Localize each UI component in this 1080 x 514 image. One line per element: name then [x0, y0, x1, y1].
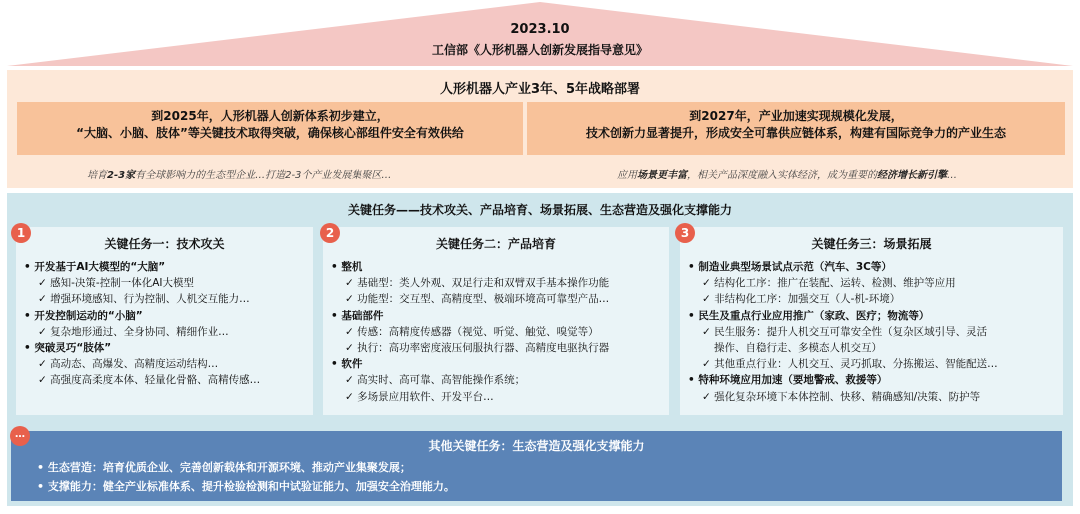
- task-column-2: [323, 227, 669, 415]
- goal-2025-box: [17, 102, 523, 155]
- goal-2027-line2: 技术创新力显著提升，形成安全可靠供应链体系，构建有国际竞争力的产业生态: [585, 126, 1006, 140]
- task-heading-item: • 软件: [331, 358, 363, 371]
- note-2027-pre: 应用: [617, 170, 637, 181]
- task-2-badge: 2: [320, 223, 340, 243]
- goal-2027-line1: 到2027年，产业加速实现规模化发展，: [689, 109, 903, 123]
- task-3-title: 关键任务三：场景拓展: [811, 237, 932, 251]
- task-sub-item: ✓ 复杂地形通过、全身协同、精细作业…: [38, 325, 229, 338]
- strategy-title: 人形机器人产业3年、5年战略部署: [439, 82, 641, 97]
- policy-date: 2023.10: [510, 22, 570, 37]
- other-tasks-line-1: • 生态营造：培育优质企业、完善创新载体和开源环境、推动产业集聚发展；: [37, 461, 411, 474]
- task-sub-item: ✓ 结构化工序：推广在装配、运转、检测、维护等应用: [702, 277, 956, 290]
- note-2025-bold: 2-3家: [107, 170, 136, 181]
- other-tasks-title: 其他关键任务：生态营造及强化支撑能力: [428, 439, 645, 453]
- note-2027-bold1: 场景更丰富: [637, 170, 687, 181]
- other-tasks-panel: [11, 431, 1062, 501]
- task-sub-item: ✓ 传感：高精度传感器（视觉、听觉、触觉、嗅觉等）: [345, 325, 599, 338]
- task-heading-item: • 整机: [331, 261, 363, 273]
- task-heading-item: • 开发基于AI大模型的“大脑”: [24, 261, 166, 273]
- task-heading-item: • 制造业典型场景试点示范（汽车、3C等）: [688, 261, 892, 273]
- task-sub-item: ✓ 强化复杂环境下本体控制、快移、精确感知/决策、防护等: [702, 390, 981, 403]
- task-2-title: 关键任务二：产品培育: [435, 237, 556, 251]
- strategy-band: [7, 70, 1073, 188]
- other-tasks-badge: …: [10, 426, 30, 446]
- task-sub-item: ✓ 非结构化工序：加强交互（人-机-环境）: [702, 293, 901, 306]
- task-3-lines: [688, 259, 1057, 405]
- note-2027-mid: ，相关产品深度融入实体经济，成为重要的: [687, 170, 877, 181]
- task-sub-item: ✓ 增强环境感知、行为控制、人机交互能力…: [38, 293, 250, 306]
- tasks-band: [7, 193, 1073, 506]
- goal-2025-line2: “大脑、小脑、肢体”等关键技术取得突破，确保核心部组件安全有效供给: [76, 126, 464, 140]
- task-sub-item: ✓ 其他重点行业：人机交互、灵巧抓取、分拣搬运、智能配送…: [702, 358, 998, 371]
- note-2025-pre: 培育: [87, 170, 107, 181]
- note-2027-post: …: [947, 170, 957, 181]
- task-heading-item: • 突破灵巧“肢体”: [24, 342, 112, 355]
- goal-2025-line1: 到2025年，人形机器人创新体系初步建立，: [151, 109, 389, 123]
- task-column-3: [680, 227, 1063, 415]
- task-1-title: 关键任务一：技术攻关: [104, 237, 225, 251]
- note-2027: [617, 166, 957, 181]
- task-column-1: [16, 227, 313, 415]
- task-sub-item: ✓ 功能型：交互型、高精度型、极端环境高可靠型产品…: [345, 293, 610, 306]
- task-heading-item: • 基础部件: [331, 309, 384, 322]
- note-2027-bold2: 经济增长新引擎: [877, 170, 947, 181]
- task-sub-item: 操作、自稳行走、多模态人机交互）: [714, 342, 882, 355]
- task-1-badge: 1: [11, 223, 31, 243]
- task-1-lines: [24, 259, 307, 389]
- task-heading-item: • 特种环境应用加速（要地警戒、救援等）: [688, 374, 888, 387]
- task-sub-item: ✓ 感知-决策-控制一体化AI大模型: [38, 277, 194, 290]
- task-heading-item: • 开发控制运动的“小脑”: [24, 309, 143, 322]
- task-sub-item: ✓ 执行：高功率密度液压伺服执行器、高精度电驱执行器: [345, 342, 610, 355]
- task-heading-item: • 民生及重点行业应用推广（家政、医疗；物流等）: [688, 309, 930, 322]
- task-sub-item: ✓ 高实时、高可靠、高智能操作系统；: [345, 374, 526, 387]
- task-sub-item: ✓ 高动态、高爆发、高精度运动结构…: [38, 358, 219, 371]
- task-2-lines: [331, 259, 663, 405]
- goal-2027-box: [527, 102, 1065, 155]
- policy-document-title: 工信部《人形机器人创新发展指导意见》: [431, 43, 648, 57]
- task-sub-item: ✓ 基础型：类人外观、双足行走和双臂双手基本操作功能: [345, 277, 610, 290]
- task-sub-item: ✓ 高强度高柔度本体、轻量化骨骼、高精传感…: [38, 374, 261, 387]
- task-sub-item: ✓ 民生服务：提升人机交互可靠安全性（复杂区域引导、灵活: [702, 325, 988, 338]
- note-2025: [87, 166, 391, 181]
- other-tasks-line-2: • 支撑能力：健全产业标准体系、提升检验检测和中试验证能力、加强安全治理能力。: [37, 480, 455, 493]
- task-sub-item: ✓ 多场景应用软件、开发平台…: [345, 390, 494, 403]
- note-2025-post: 有全球影响力的生态型企业…打造2-3个产业发展集聚区…: [135, 170, 392, 181]
- tasks-title: 关键任务——技术攻关、产品培育、场景拓展、生态营造及强化支撑能力: [347, 203, 732, 217]
- task-3-badge: 3: [675, 223, 695, 243]
